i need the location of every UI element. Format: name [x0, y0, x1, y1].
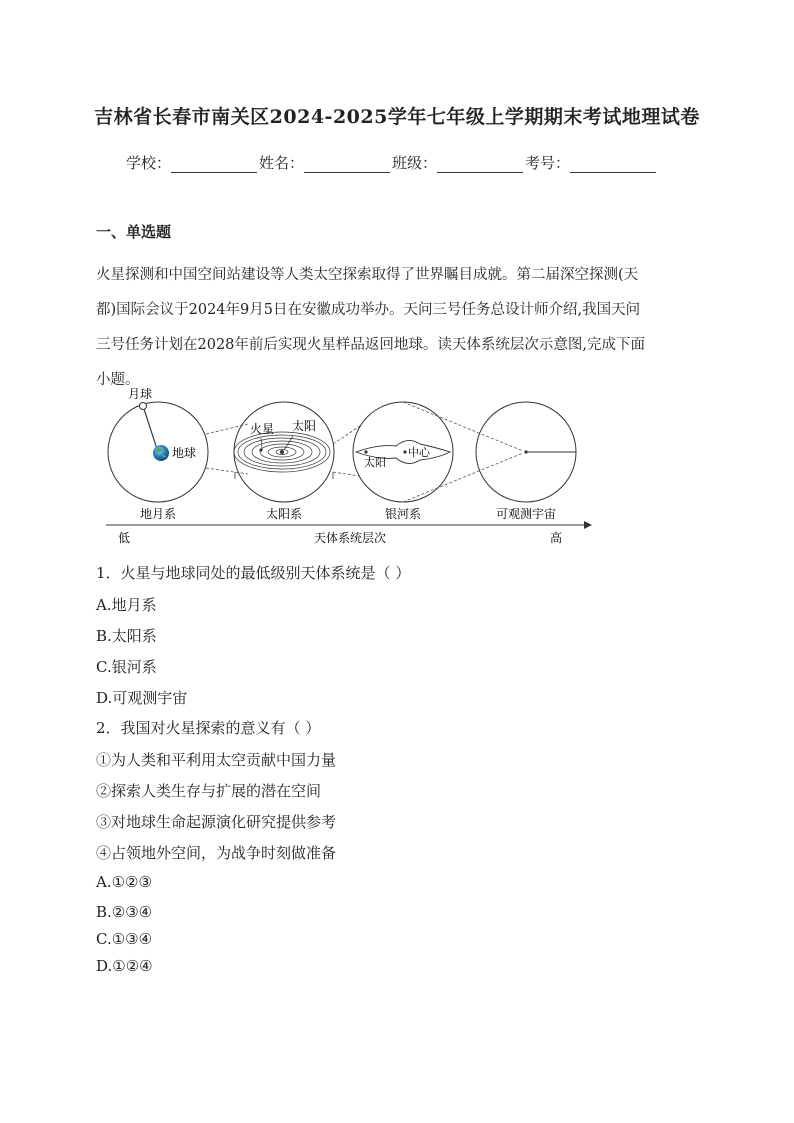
- earth-label: 地球: [172, 446, 197, 460]
- low-label: 低: [118, 531, 131, 545]
- q1-option-b[interactable]: B.太阳系: [96, 627, 157, 645]
- passage-line: 三号任务计划在2028年前后实现火星样品返回地球。读天体系统层次示意图,完成下面: [96, 337, 646, 353]
- moon-dot: [140, 403, 147, 410]
- high-label: 高: [550, 531, 563, 545]
- passage-line: 小题。: [96, 372, 140, 388]
- q2-option-a[interactable]: A.①②③: [96, 873, 152, 891]
- q2-option-d[interactable]: D.①②④: [96, 957, 153, 975]
- class-field[interactable]: [437, 154, 523, 173]
- name-label: 姓名：: [259, 154, 305, 172]
- passage-line: 都)国际会议于2024年9月5日在安徽成功举办。天问三号任务总设计师介绍,我国天问: [96, 302, 641, 318]
- earth-icon: [153, 445, 169, 461]
- q1-option-a[interactable]: A.地月系: [96, 596, 157, 614]
- q2-statement: ③对地球生命起源演化研究提供参考: [96, 813, 337, 831]
- moon-label: 月球: [128, 387, 153, 401]
- number-field[interactable]: [570, 154, 656, 173]
- name-field[interactable]: [304, 154, 390, 173]
- arrow-head-icon: [584, 521, 592, 529]
- axis-label: 天体系统层次: [313, 531, 387, 545]
- class-label: 班级：: [392, 154, 438, 172]
- milky-way-circle: [353, 402, 453, 502]
- q2-option-b[interactable]: B.②③④: [96, 903, 153, 921]
- mars-label: 火星: [250, 422, 275, 436]
- system-label: 银河系: [384, 507, 422, 521]
- school-field[interactable]: [171, 154, 257, 173]
- system-label: 可观测宇宙: [495, 507, 557, 521]
- center-label: 中心: [408, 446, 430, 459]
- question-2-stem: 2．我国对火星探索的意义有（ ）: [96, 719, 321, 737]
- section-heading: 一、单选题: [96, 223, 172, 241]
- q1-option-d[interactable]: D.可观测宇宙: [96, 689, 188, 707]
- system-label: 地月系: [139, 507, 177, 521]
- number-label: 考号：: [525, 154, 571, 172]
- celestial-system-diagram: [98, 384, 598, 550]
- school-label: 学校：: [126, 154, 172, 172]
- sun-label-galaxy: 太阳: [364, 456, 386, 469]
- reading-passage: [96, 258, 700, 398]
- sun-label: 太阳: [292, 419, 317, 433]
- system-label: 太阳系: [265, 507, 303, 521]
- q2-statement: ④占领地外空间，为战争时刻做准备: [96, 844, 337, 862]
- passage-line: 火星探测和中国空间站建设等人类太空探索取得了世界瞩目成就。第二届深空探测(天: [96, 267, 639, 283]
- student-info-row: [126, 152, 658, 173]
- question-1-stem: 1．火星与地球同处的最低级别天体系统是（ ）: [96, 564, 411, 582]
- q2-statement: ②探索人类生存与扩展的潜在空间: [96, 782, 322, 800]
- q2-statement: ①为人类和平利用太空贡献中国力量: [96, 751, 337, 769]
- exam-title: 吉林省长春市南关区2024-2025学年七年级上学期期末考试地理试卷: [94, 106, 700, 128]
- q1-option-c[interactable]: C.银河系: [96, 658, 157, 676]
- q2-option-c[interactable]: C.①③④: [96, 930, 153, 948]
